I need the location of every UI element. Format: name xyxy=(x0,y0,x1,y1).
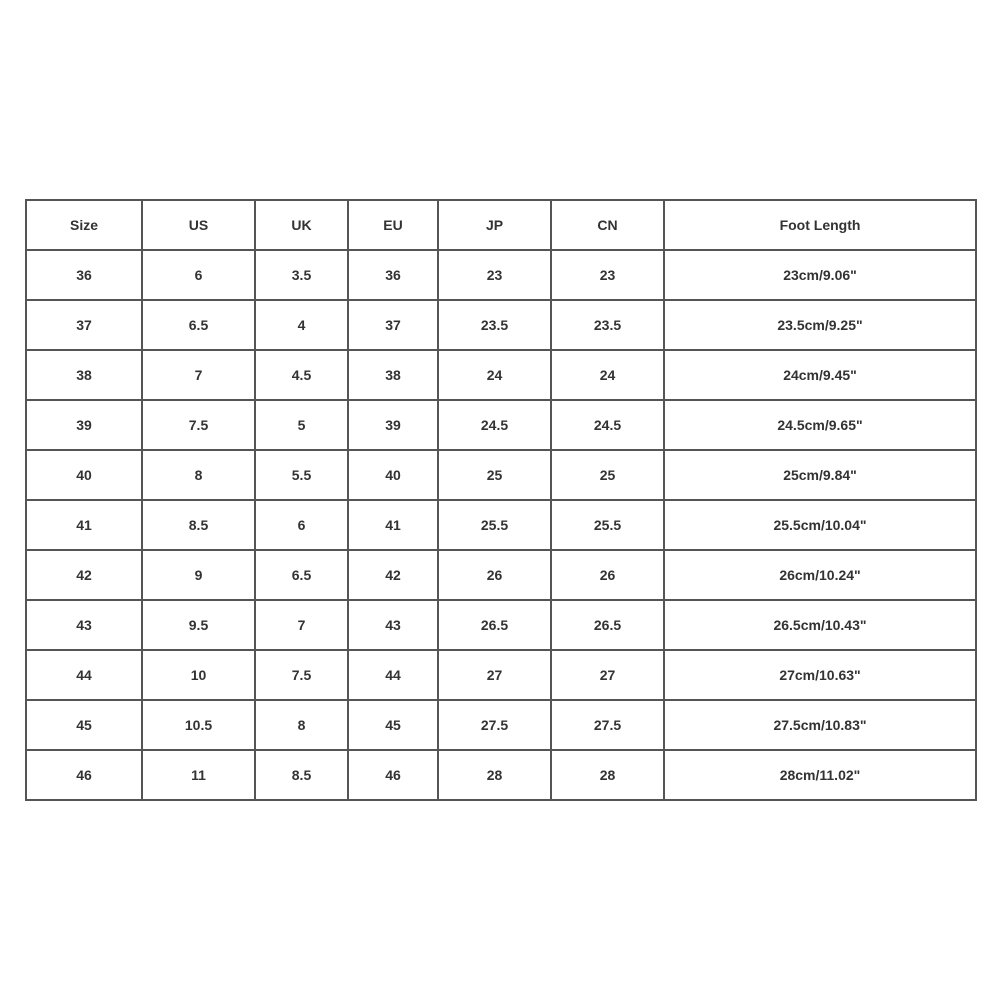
cell-us: 10 xyxy=(142,650,255,700)
cell-jp: 27 xyxy=(438,650,551,700)
cell-uk: 3.5 xyxy=(255,250,348,300)
cell-jp: 24.5 xyxy=(438,400,551,450)
table-header-row xyxy=(26,200,976,250)
cell-foot-length: 23cm/9.06" xyxy=(664,250,976,300)
cell-uk: 8 xyxy=(255,700,348,750)
cell-us: 8 xyxy=(142,450,255,500)
cell-eu: 41 xyxy=(348,500,438,550)
cell-size: 42 xyxy=(26,550,142,600)
cell-us: 8.5 xyxy=(142,500,255,550)
cell-uk: 7 xyxy=(255,600,348,650)
table-row xyxy=(26,700,976,750)
cell-foot-length: 25.5cm/10.04" xyxy=(664,500,976,550)
cell-foot-length: 27.5cm/10.83" xyxy=(664,700,976,750)
cell-jp: 28 xyxy=(438,750,551,800)
cell-size: 39 xyxy=(26,400,142,450)
header-jp: JP xyxy=(438,200,551,250)
cell-us: 10.5 xyxy=(142,700,255,750)
cell-uk: 8.5 xyxy=(255,750,348,800)
cell-uk: 6 xyxy=(255,500,348,550)
cell-us: 9 xyxy=(142,550,255,600)
cell-uk: 7.5 xyxy=(255,650,348,700)
cell-jp: 26.5 xyxy=(438,600,551,650)
cell-jp: 23.5 xyxy=(438,300,551,350)
cell-size: 38 xyxy=(26,350,142,400)
cell-foot-length: 27cm/10.63" xyxy=(664,650,976,700)
cell-foot-length: 24cm/9.45" xyxy=(664,350,976,400)
cell-foot-length: 26.5cm/10.43" xyxy=(664,600,976,650)
table-row xyxy=(26,350,976,400)
table-row xyxy=(26,650,976,700)
cell-cn: 28 xyxy=(551,750,664,800)
cell-us: 7 xyxy=(142,350,255,400)
cell-cn: 23 xyxy=(551,250,664,300)
cell-uk: 4 xyxy=(255,300,348,350)
cell-cn: 26 xyxy=(551,550,664,600)
cell-jp: 23 xyxy=(438,250,551,300)
table-row xyxy=(26,250,976,300)
cell-eu: 37 xyxy=(348,300,438,350)
cell-cn: 27 xyxy=(551,650,664,700)
cell-eu: 40 xyxy=(348,450,438,500)
cell-cn: 25.5 xyxy=(551,500,664,550)
table-row xyxy=(26,550,976,600)
cell-size: 46 xyxy=(26,750,142,800)
table-row xyxy=(26,500,976,550)
cell-cn: 24 xyxy=(551,350,664,400)
cell-foot-length: 23.5cm/9.25" xyxy=(664,300,976,350)
cell-size: 36 xyxy=(26,250,142,300)
cell-jp: 25 xyxy=(438,450,551,500)
cell-uk: 4.5 xyxy=(255,350,348,400)
cell-uk: 5.5 xyxy=(255,450,348,500)
cell-jp: 27.5 xyxy=(438,700,551,750)
cell-uk: 5 xyxy=(255,400,348,450)
table-row xyxy=(26,400,976,450)
cell-jp: 24 xyxy=(438,350,551,400)
cell-cn: 23.5 xyxy=(551,300,664,350)
cell-size: 37 xyxy=(26,300,142,350)
cell-eu: 45 xyxy=(348,700,438,750)
cell-cn: 25 xyxy=(551,450,664,500)
cell-eu: 42 xyxy=(348,550,438,600)
cell-size: 43 xyxy=(26,600,142,650)
header-foot-length: Foot Length xyxy=(664,200,976,250)
header-cn: CN xyxy=(551,200,664,250)
cell-foot-length: 24.5cm/9.65" xyxy=(664,400,976,450)
cell-foot-length: 25cm/9.84" xyxy=(664,450,976,500)
cell-us: 9.5 xyxy=(142,600,255,650)
cell-foot-length: 26cm/10.24" xyxy=(664,550,976,600)
cell-eu: 46 xyxy=(348,750,438,800)
header-size: Size xyxy=(26,200,142,250)
cell-cn: 24.5 xyxy=(551,400,664,450)
cell-us: 6 xyxy=(142,250,255,300)
cell-foot-length: 28cm/11.02" xyxy=(664,750,976,800)
table-body xyxy=(26,250,976,800)
table-row xyxy=(26,300,976,350)
cell-jp: 26 xyxy=(438,550,551,600)
size-chart-table xyxy=(25,199,977,801)
table-row xyxy=(26,750,976,800)
cell-us: 6.5 xyxy=(142,300,255,350)
cell-uk: 6.5 xyxy=(255,550,348,600)
header-us: US xyxy=(142,200,255,250)
cell-us: 7.5 xyxy=(142,400,255,450)
cell-size: 41 xyxy=(26,500,142,550)
cell-us: 11 xyxy=(142,750,255,800)
cell-eu: 44 xyxy=(348,650,438,700)
table-row xyxy=(26,450,976,500)
cell-cn: 26.5 xyxy=(551,600,664,650)
cell-size: 40 xyxy=(26,450,142,500)
cell-jp: 25.5 xyxy=(438,500,551,550)
cell-cn: 27.5 xyxy=(551,700,664,750)
table-row xyxy=(26,600,976,650)
cell-eu: 39 xyxy=(348,400,438,450)
cell-eu: 36 xyxy=(348,250,438,300)
cell-eu: 38 xyxy=(348,350,438,400)
cell-size: 45 xyxy=(26,700,142,750)
cell-eu: 43 xyxy=(348,600,438,650)
header-eu: EU xyxy=(348,200,438,250)
header-uk: UK xyxy=(255,200,348,250)
cell-size: 44 xyxy=(26,650,142,700)
